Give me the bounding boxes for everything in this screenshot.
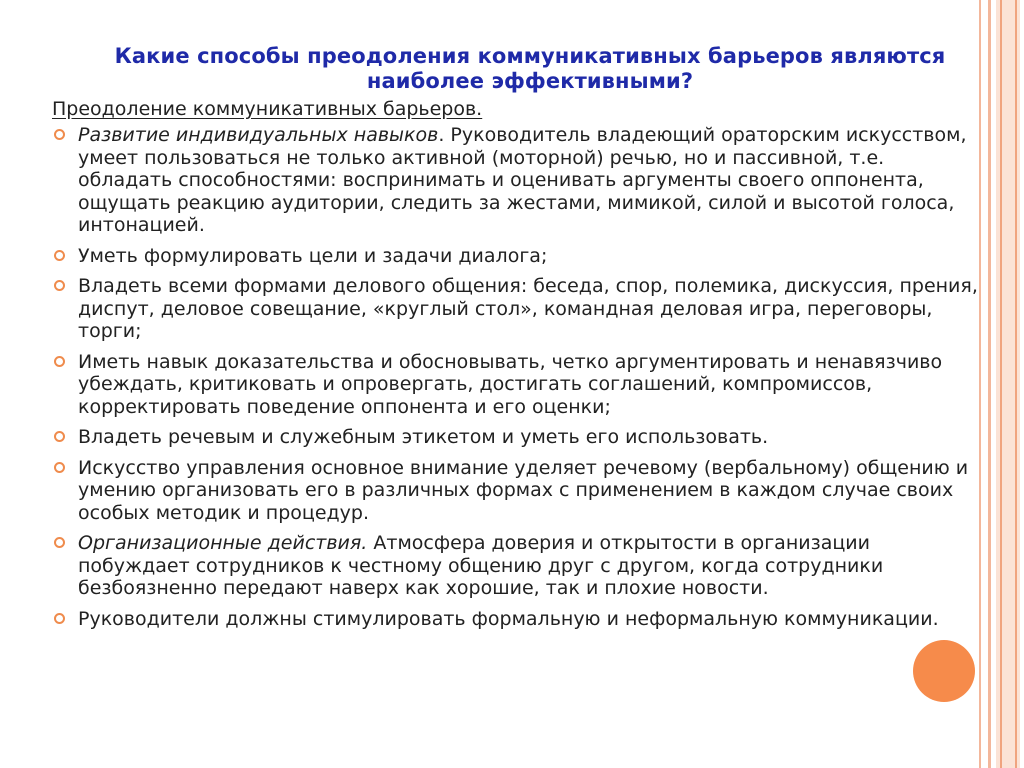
list-item <box>54 426 984 449</box>
circle-bullet-icon <box>54 613 65 624</box>
item-text: Искусство управления основное внимание уделяет речевому (вербальному) общению и умению организовать его в различных формах с применением в каждом случае своих особых методик и процедур. <box>78 456 969 524</box>
circle-bullet-icon <box>54 129 65 140</box>
list-item <box>54 124 984 237</box>
item-text: . Руководитель владеющий ораторским искусством, умеет пользоваться не только активной (моторной) речью, но и пассивной, т.е. обладать способностями: воспринимать и оценивать аргументы своего оппонента, ощущать реакцию аудитории, следить за жестами, мимикой, силой и высотой голоса, интонацией. <box>78 124 967 236</box>
decor-stripe <box>988 0 991 768</box>
circle-bullet-icon <box>54 250 65 261</box>
decor-stripe <box>1000 0 1002 768</box>
circle-bullet-icon <box>54 280 65 291</box>
decor-orange-circle <box>913 640 975 702</box>
item-text: Владеть всеми формами делового общения: беседа, спор, полемика, дискуссия, прения, диспут, деловое совещание, «круглый стол», командная деловая игра, переговоры, торги; <box>78 275 978 342</box>
item-text: Руководители должны стимулировать формальную и неформальную коммуникации. <box>78 607 939 630</box>
item-text: Атмосфера доверия и открытости в организации побуждает сотрудников к честному общению друг с другом, когда сотрудники безбоязненно передают наверх как хорошие, так и плохие новости. <box>78 532 884 599</box>
bullet-list <box>54 124 984 638</box>
circle-bullet-icon <box>54 462 65 473</box>
slide-subheading: Преодоление коммуникативных барьеров. <box>52 98 483 120</box>
item-text: Уметь формулировать цели и задачи диалога; <box>78 244 548 267</box>
item-lead: Организационные действия. <box>78 532 368 554</box>
circle-bullet-icon <box>54 356 65 367</box>
list-item <box>54 245 984 268</box>
list-item <box>54 275 984 343</box>
list-item <box>54 608 984 631</box>
list-item <box>54 351 984 419</box>
circle-bullet-icon <box>54 537 65 548</box>
list-item <box>54 457 984 525</box>
circle-bullet-icon <box>54 431 65 442</box>
item-lead: Развитие индивидуальных навыков <box>78 124 439 146</box>
slide-title: Какие способы преодоления коммуникативных барьеров являются наиболее эффективными? <box>114 44 946 93</box>
list-item <box>54 532 984 600</box>
decor-stripe <box>1015 0 1017 768</box>
item-text: Иметь навык доказательства и обосновывать, четко аргументировать и ненавязчиво убеждать, критиковать и опровергать, достигать соглашений, компромиссов, корректировать поведение оппонента и его оценки; <box>78 350 943 418</box>
item-text: Владеть речевым и служебным этикетом и уметь его использовать. <box>78 426 769 448</box>
